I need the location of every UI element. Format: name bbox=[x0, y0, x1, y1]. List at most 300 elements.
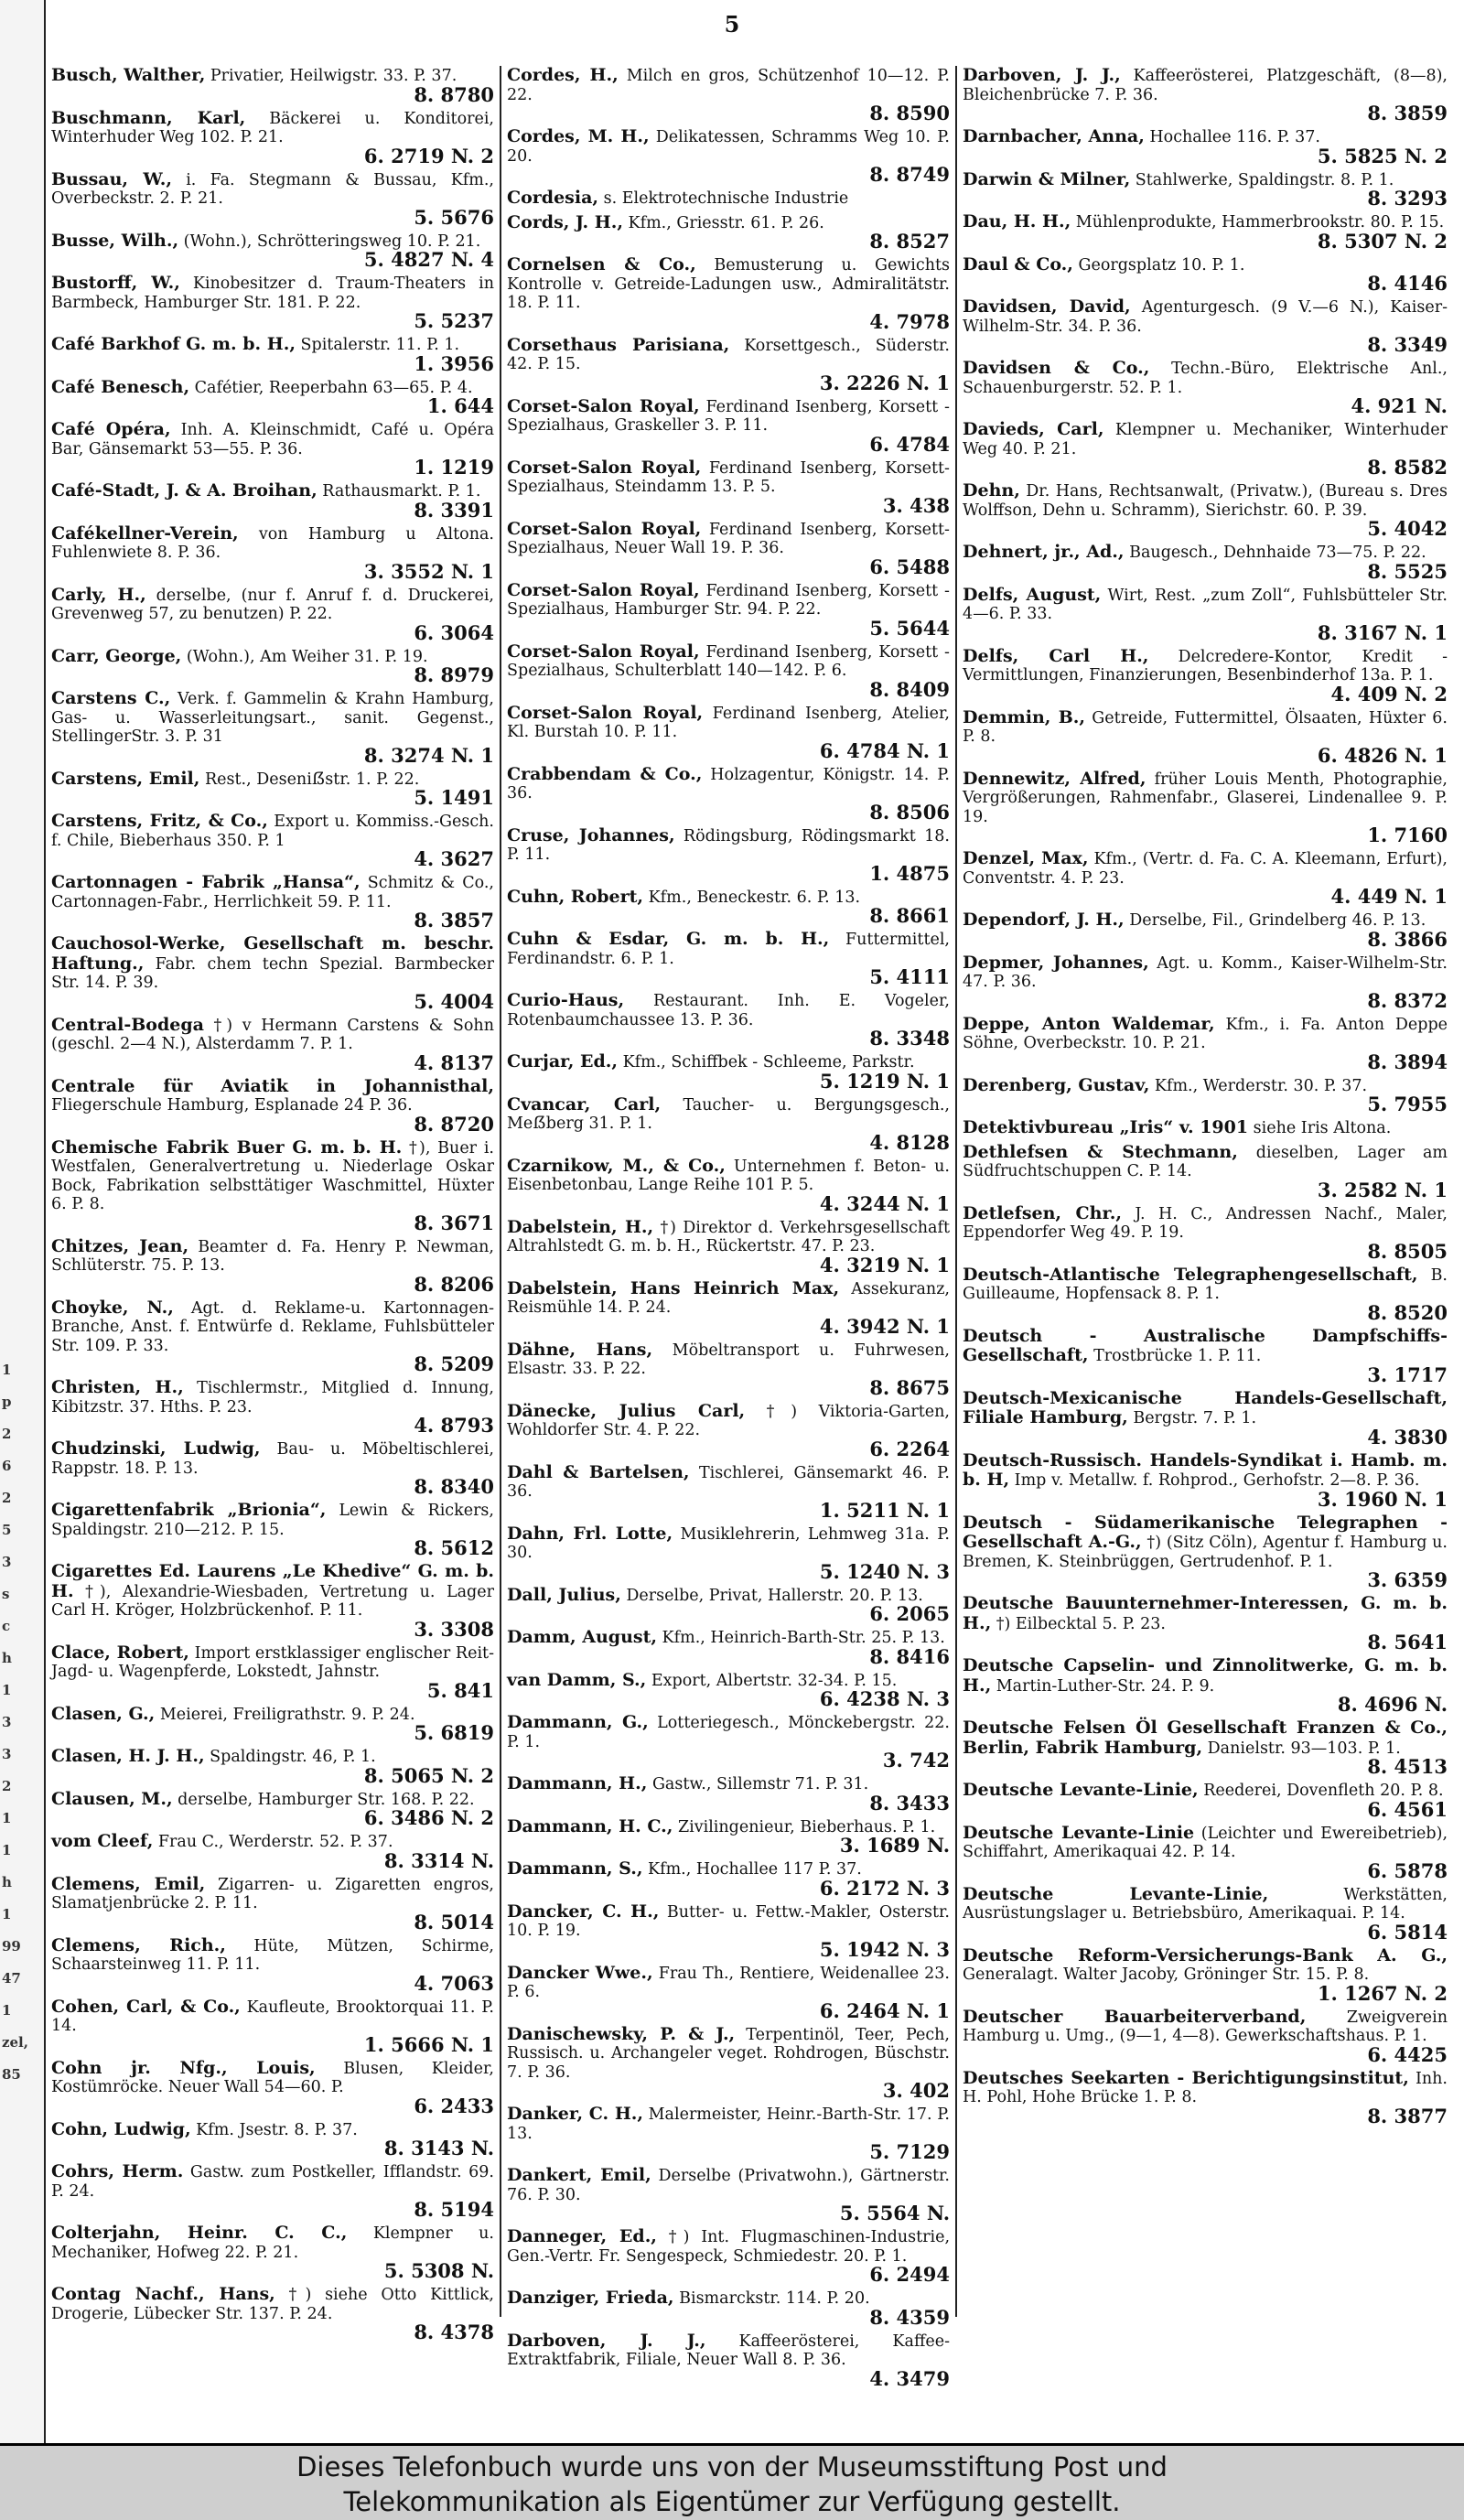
entry-description: Gastw., Sillemstr 71. P. 31. bbox=[651, 1775, 869, 1793]
entry-name: Busse, Wilh., bbox=[51, 230, 179, 251]
entry-description: Ferdinand Isenberg, Korsett - Spezialhaus, Schulterblatt 140—142. P. 6. bbox=[507, 642, 950, 680]
entry-name: Danneger, Ed., bbox=[507, 2226, 657, 2246]
entry-description: Spitalerstr. 11. P. 1. bbox=[300, 336, 460, 354]
edge-fragment: 1 bbox=[2, 1810, 12, 1826]
edge-fragment: 3 bbox=[2, 1746, 12, 1762]
entry-name: Dänecke, Julius Carl, bbox=[507, 1400, 746, 1421]
entry-name: Clemens, Emil, bbox=[51, 1873, 206, 1894]
entry-phone-number: 8. 8979 bbox=[414, 663, 494, 686]
entry-description: dieselben, Lager am Südfruchtschuppen C. P. 14. bbox=[963, 1143, 1448, 1180]
directory-entry bbox=[963, 910, 1448, 949]
entry-description: Beamter d. Fa. Henry P. Newman, Schlüterstr. 75. P. 13. bbox=[51, 1237, 494, 1275]
directory-entry bbox=[963, 359, 1448, 415]
entry-description: Kfm. Jsestr. 8. P. 37. bbox=[196, 2120, 358, 2139]
entry-description: †) Viktoria-Garten, Wohldorfer Str. 4. P. 22. bbox=[507, 1402, 950, 1439]
directory-entry bbox=[963, 1451, 1448, 1509]
directory-entry bbox=[51, 812, 494, 868]
entry-name: Dethlefsen & Stechmann, bbox=[963, 1141, 1238, 1162]
directory-entry bbox=[963, 1118, 1448, 1138]
entry-name: Dancker Wwe., bbox=[507, 1962, 653, 1983]
entry-name: Detlefsen, Chr., bbox=[963, 1202, 1122, 1223]
entry-name: Detektivbureau „Iris“ v. 1901 bbox=[963, 1117, 1249, 1137]
entry-name: Corset-Salon Royal, bbox=[507, 395, 700, 416]
entry-phone-number: 8. 3866 bbox=[1367, 927, 1448, 951]
directory-entry bbox=[51, 1298, 494, 1374]
entry-phone-number: 5. 5237 bbox=[414, 309, 494, 332]
entry-description: Frau Th., Rentiere, Weidenallee 23. P. 6. bbox=[507, 1964, 950, 2001]
entry-phone-number: 6. 4784 N. 1 bbox=[819, 738, 950, 762]
directory-entry bbox=[51, 2224, 494, 2280]
entry-phone-number: 1. 5211 N. 1 bbox=[819, 1498, 950, 1522]
entry-name: Dehn, bbox=[963, 480, 1020, 501]
directory-entry bbox=[507, 1402, 950, 1459]
entry-description: Zivilingenieur, Bieberhaus. P. 1. bbox=[677, 1817, 936, 1836]
entry-phone-number: 8. 3391 bbox=[414, 498, 494, 522]
directory-entry bbox=[507, 1671, 950, 1709]
entry-description: Ferdinand Isenberg, Korsett-Spezialhaus, Neuer Wall 19. P. 36. bbox=[507, 520, 950, 557]
entry-description: Bau- u. Möbeltischlerei, Rappstr. 18. P. 13. bbox=[51, 1440, 494, 1478]
entry-name: Cuhn, Robert, bbox=[507, 886, 644, 907]
entry-name: Dehnert, jr., Ad., bbox=[963, 542, 1125, 562]
entry-phone-number: 1. 644 bbox=[426, 394, 494, 417]
entry-name: Cuhn & Esdar, G. m. b. H., bbox=[507, 929, 830, 949]
entry-phone-number: 4. 8793 bbox=[414, 1414, 494, 1437]
directory-entry bbox=[51, 1439, 494, 1496]
entry-name: Darwin & Milner, bbox=[963, 168, 1131, 189]
entry-description: Kfm., i. Fa. Anton Deppe Söhne, Overbeckstr. 10. P. 21. bbox=[963, 1015, 1448, 1052]
entry-name: Deutsch - Australische Dampfschiffs-Gesellschaft, bbox=[963, 1325, 1448, 1365]
entry-description: Fabr. chem techn Spezial. Barmbecker Str. 14. P. 39. bbox=[51, 954, 494, 992]
entry-description: siehe Iris Altona. bbox=[1253, 1119, 1392, 1137]
directory-entry bbox=[963, 481, 1448, 538]
entry-description: Delikatessen, Schramms Weg 10. P. 20. bbox=[507, 128, 950, 166]
directory-entry bbox=[507, 1817, 950, 1856]
directory-entry bbox=[51, 1936, 494, 1993]
entry-phone-number: 8. 8505 bbox=[1367, 1239, 1448, 1263]
directory-entry bbox=[963, 543, 1448, 581]
entry-description: Klempner u. Mechaniker, Hofweg 22. P. 21. bbox=[51, 2224, 494, 2262]
entry-name: Daul & Co., bbox=[963, 253, 1073, 275]
entry-name: Cauchosol-Werke, Gesellschaft m. beschr. Haftung., bbox=[51, 933, 494, 974]
entry-phone-number: 6. 3064 bbox=[414, 620, 494, 644]
entry-name: Cartonnagen - Fabrik „Hansa“, bbox=[51, 872, 361, 892]
entry-phone-number: 5. 5308 N. bbox=[383, 2259, 494, 2282]
entry-name: Dammann, H., bbox=[507, 1773, 648, 1793]
entry-name: Cigarettes Ed. Laurens „Le Khedive“ G. m. b. H. bbox=[51, 1561, 494, 1601]
directory-entry bbox=[963, 66, 1448, 123]
edge-fragment: 2 bbox=[2, 1490, 12, 1506]
entry-phone-number: 3. 1717 bbox=[1367, 1362, 1448, 1386]
entry-description: J. H. C., Andressen Nachf., Maler, Eppendorfer Weg 49. P. 19. bbox=[963, 1204, 1448, 1242]
edge-fragment: 85 bbox=[2, 2066, 21, 2083]
directory-entry bbox=[963, 170, 1448, 209]
entry-description: Privatier, Heilwigstr. 33. P. 37. bbox=[210, 67, 458, 85]
directory-entry bbox=[51, 586, 494, 642]
edge-fragment: 2 bbox=[2, 1778, 12, 1794]
entry-description: Ferdinand Isenberg, Korsett - Spezialhaus, Graskeller 3. P. 11. bbox=[507, 397, 950, 435]
entry-description: Bäckerei u. Konditorei, Winterhuder Weg 102. P. 21. bbox=[51, 109, 494, 146]
entry-phone-number: 4. 7063 bbox=[414, 1971, 494, 1995]
directory-entry bbox=[963, 127, 1448, 166]
directory-entry bbox=[507, 581, 950, 638]
entry-description: Inh. A. Kleinschmidt, Café u. Opéra Bar, Gänsemarkt 53—55. P. 36. bbox=[51, 421, 495, 458]
entry-phone-number: 1. 3956 bbox=[414, 351, 494, 375]
directory-entry bbox=[51, 1705, 494, 1743]
entry-name: Danischewsky, P. & J., bbox=[507, 2023, 736, 2044]
directory-entry bbox=[507, 991, 950, 1048]
entry-phone-number: 8. 8206 bbox=[414, 1272, 494, 1296]
entry-phone-number: 8. 3293 bbox=[1367, 187, 1448, 210]
entry-description: Mühlenprodukte, Hammerbrookstr. 80. P. 15. bbox=[1075, 213, 1445, 232]
directory-entry bbox=[963, 1824, 1448, 1880]
entry-phone-number: 8. 3433 bbox=[869, 1791, 950, 1815]
directory-entry bbox=[507, 1902, 950, 1959]
entry-name: Curjar, Ed., bbox=[507, 1051, 618, 1072]
entry-name: Deutsche Levante-Linie bbox=[963, 1822, 1195, 1843]
entry-phone-number: 3. 2582 N. 1 bbox=[1317, 1178, 1448, 1201]
directory-entry bbox=[507, 765, 950, 822]
edge-fragment: 47 bbox=[2, 1970, 21, 1987]
entry-phone-number: 8. 8506 bbox=[869, 800, 950, 824]
entry-name: Dau, H. H., bbox=[963, 211, 1071, 232]
entry-description: Reederei, Dovenfleth 20. P. 8. bbox=[1203, 1782, 1444, 1800]
entry-name: Corset-Salon Royal, bbox=[507, 702, 704, 723]
entry-phone-number: 8. 5641 bbox=[1367, 1631, 1448, 1653]
entry-name: van Damm, S., bbox=[507, 1669, 647, 1690]
entry-description: Baugesch., Dehnhaide 73—75. P. 22. bbox=[1129, 544, 1426, 562]
entry-description: Cafétier, Reeperbahn 63—65. P. 4. bbox=[194, 378, 473, 397]
entry-phone-number: 5. 4004 bbox=[414, 989, 494, 1013]
directory-entry bbox=[963, 1204, 1448, 1261]
edge-fragment: 6 bbox=[2, 1458, 12, 1474]
entry-name: Choyke, N., bbox=[51, 1297, 174, 1318]
entry-name: Delfs, August, bbox=[963, 584, 1102, 605]
entry-phone-number: 8. 8582 bbox=[1367, 456, 1448, 479]
entry-description: Korsettgesch., Süderstr. 42. P. 15. bbox=[507, 336, 950, 373]
entry-description: (Leichter und Ewereibetrieb), Schiffahrt, Amerikaquai 42. P. 14. bbox=[963, 1824, 1448, 1861]
entry-description: Wirt, Rest. „zum Zoll“, Fuhlsbütteler Str. 4—6. P. 33. bbox=[963, 586, 1448, 623]
entry-phone-number: 8. 4146 bbox=[1367, 272, 1448, 295]
entry-description: Trostbrücke 1. P. 11. bbox=[1093, 1347, 1262, 1365]
entry-description: †) v Hermann Carstens & Sohn (geschl. 2—4 N.), Alsterdamm 7. P. 1. bbox=[51, 1016, 494, 1053]
entry-name: Corset-Salon Royal, bbox=[507, 457, 702, 478]
entry-phone-number: 6. 5878 bbox=[1367, 1858, 1448, 1882]
directory-entry bbox=[507, 2227, 950, 2284]
entry-name: Cohrs, Herm. bbox=[51, 2161, 184, 2181]
directory-entry bbox=[51, 524, 494, 581]
directory-entry bbox=[51, 232, 494, 270]
entry-phone-number: 4. 3479 bbox=[869, 2366, 950, 2390]
entry-description: Import erstklassiger englischer Reit-Jagd- u. Wagenpferde, Lokstedt, Jahnstr. bbox=[51, 1643, 494, 1681]
entry-name: Chemische Fabrik Buer G. m. b. H. bbox=[51, 1136, 403, 1158]
entry-name: Deutsche Bauunternehmer-Interessen, G. m. b. H., bbox=[963, 1593, 1448, 1633]
directory-entry bbox=[507, 2025, 950, 2101]
entry-description: †), Alexandrie-Wiesbaden, Vertretung u. Lager Carl H. Kröger, Holzbrückenhof. P. 11. bbox=[51, 1582, 494, 1620]
entry-phone-number: 3. 1960 N. 1 bbox=[1317, 1487, 1448, 1511]
entry-phone-number: 1. 4875 bbox=[869, 861, 950, 885]
entry-phone-number: 8. 4378 bbox=[414, 2321, 494, 2343]
entry-phone-number: 8. 3894 bbox=[1367, 1050, 1448, 1073]
entry-name: Delfs, Carl H., bbox=[963, 645, 1149, 666]
entry-phone-number: 8. 8409 bbox=[869, 677, 950, 701]
entry-description: Hochallee 116. P. 37. bbox=[1149, 128, 1320, 146]
entry-name: Czarnikow, M., & Co., bbox=[507, 1155, 726, 1176]
directory-entry bbox=[51, 274, 494, 330]
entry-description: derselbe, (nur f. Anruf f. d. Druckerei, Grevenweg 57, zu benutzen) P. 22. bbox=[51, 586, 494, 623]
directory-entry bbox=[963, 1656, 1448, 1714]
entry-description: Kfm., Hochallee 117 P. 37. bbox=[648, 1860, 862, 1879]
entry-name: Deutsche Felsen Öl Gesellschaft Franzen & Co., Berlin, Fabrik Hamburg, bbox=[963, 1718, 1448, 1758]
directory-entry bbox=[51, 481, 494, 520]
entry-description: †) (Sitz Cöln), Agentur f. Hamburg u. Bremen, K. Steinbrüggen, Gertrudenhof. P. 1. bbox=[963, 1534, 1448, 1571]
directory-entry bbox=[963, 1513, 1448, 1590]
entry-name: Clausen, M., bbox=[51, 1788, 173, 1809]
entry-phone-number: 8. 8675 bbox=[869, 1375, 950, 1399]
entry-phone-number: 5. 4111 bbox=[869, 965, 950, 988]
directory-entry bbox=[963, 1389, 1448, 1447]
entry-description: Agt. d. Reklame-u. Kartonnagen-Branche, Anst. f. Entwürfe d. Reklame, Fuhlsbütteler Str. 109. P. 33. bbox=[51, 1298, 494, 1355]
entry-name: Dammann, H. C., bbox=[507, 1815, 673, 1836]
entry-name: Dahl & Bartelsen, bbox=[507, 1461, 690, 1482]
edge-fragment: 1 bbox=[2, 1682, 12, 1698]
directory-entry bbox=[51, 1875, 494, 1932]
directory-entry bbox=[963, 2069, 1448, 2126]
entry-description: Kaffeerösterei, Platzgeschäft, (8—8), Bleichenbrücke 7. P. 36. bbox=[963, 67, 1448, 104]
entry-name: Contag Nachf., Hans, bbox=[51, 2284, 275, 2304]
entry-phone-number: 5. 1219 N. 1 bbox=[819, 1069, 950, 1093]
entry-name: Cordes, H., bbox=[507, 65, 619, 85]
directory-entry bbox=[507, 458, 950, 515]
entry-phone-number: 3. 3552 N. 1 bbox=[363, 559, 494, 583]
directory-entry bbox=[963, 849, 1448, 906]
entry-phone-number: 8. 3857 bbox=[414, 909, 494, 932]
entry-phone-number: 3. 742 bbox=[882, 1749, 950, 1772]
entry-phone-number: 5. 4042 bbox=[1367, 517, 1448, 540]
entry-name: Cafékellner-Verein, bbox=[51, 522, 239, 544]
entry-name: Clace, Robert, bbox=[51, 1642, 189, 1663]
edge-fragment: s bbox=[2, 1586, 10, 1602]
directory-entry bbox=[507, 397, 950, 454]
directory-entry bbox=[507, 1341, 950, 1397]
directory-entry bbox=[51, 2285, 494, 2342]
entry-name: Dahn, Frl. Lotte, bbox=[507, 1523, 673, 1544]
entry-phone-number: 8. 8749 bbox=[869, 163, 950, 186]
entry-phone-number: 6. 4425 bbox=[1367, 2042, 1448, 2066]
column-divider bbox=[955, 66, 957, 2317]
entry-description: †) siehe Otto Kittlick, Drogerie, Lübecker Str. 137. P. 24. bbox=[51, 2286, 494, 2323]
edge-fragment: 1 bbox=[2, 2002, 12, 2019]
entry-name: Danziger, Frieda, bbox=[507, 2288, 674, 2308]
entry-name: Davidsen, David, bbox=[963, 296, 1131, 317]
directory-entry bbox=[507, 930, 950, 986]
entry-description: Lewin & Rickers, Spaldingstr. 210—212. P. 15. bbox=[51, 1502, 494, 1539]
entry-phone-number: 8. 3143 N. bbox=[383, 2137, 494, 2159]
entry-description: Blusen, Kleider, Kostümröcke. Neuer Wall 54—60. P. bbox=[51, 2059, 494, 2096]
entry-description: Lotteriegesch., Mönckebergstr. 22. P. 1. bbox=[507, 1714, 950, 1751]
directory-entry bbox=[963, 1781, 1448, 1819]
entry-name: Danker, C. H., bbox=[507, 2104, 644, 2124]
entry-name: Dähne, Hans, bbox=[507, 1339, 653, 1360]
directory-entry bbox=[507, 1463, 950, 1520]
entry-description: Stahlwerke, Spaldingstr. 8. P. 1. bbox=[1135, 170, 1394, 189]
directory-entry bbox=[51, 109, 494, 166]
directory-entry bbox=[51, 1138, 494, 1233]
entry-name: Deutsche Levante-Linie, bbox=[963, 1883, 1269, 1904]
edge-fragment: h bbox=[2, 1874, 12, 1890]
entry-name: Deutsch-Mexicanische Handels-Gesellschaft, Filiale Hamburg, bbox=[963, 1387, 1448, 1427]
directory-entry bbox=[507, 336, 950, 393]
entry-description: Danielstr. 93—103. P. 1. bbox=[1207, 1739, 1401, 1758]
entry-phone-number: 3. 6359 bbox=[1367, 1568, 1448, 1591]
edge-fragment: 3 bbox=[2, 1554, 12, 1570]
edge-fragment: 99 bbox=[2, 1938, 21, 1955]
entry-name: Dammann, G., bbox=[507, 1712, 649, 1732]
entry-description: Derselbe, Privat, Hallerstr. 20. P. 13. bbox=[626, 1586, 923, 1605]
entry-description: Taucher- u. Bergungsgesch., Meẞberg 31. P. 1. bbox=[507, 1095, 950, 1133]
entry-name: Deutsch-Atlantische Telegraphengesellschaft, bbox=[963, 1264, 1418, 1285]
entry-phone-number: 8. 3349 bbox=[1367, 333, 1448, 356]
entry-phone-number: 8. 8720 bbox=[414, 1112, 494, 1136]
entry-description: Ferdinand Isenberg, Korsett - Spezialhaus, Hamburger Str. 94. P. 22. bbox=[507, 581, 950, 619]
directory-entry bbox=[507, 1279, 950, 1336]
entry-phone-number: 4. 3830 bbox=[1367, 1425, 1448, 1448]
entry-description: Ferdinand Isenberg, Korsett-Spezialhaus, Steindamm 13. P. 5. bbox=[507, 458, 950, 496]
entry-description: Rathausmarkt. P. 1. bbox=[322, 482, 481, 501]
entry-phone-number: 4. 3627 bbox=[414, 847, 494, 870]
column-divider bbox=[500, 66, 501, 2317]
directory-entry bbox=[963, 953, 1448, 1010]
entry-name: Cohn jr. Nfg., Louis, bbox=[51, 2057, 316, 2078]
entry-name: Dennewitz, Alfred, bbox=[963, 768, 1146, 789]
entry-phone-number: 6. 4784 bbox=[869, 432, 950, 456]
directory-entry bbox=[507, 1157, 950, 1213]
directory-entry bbox=[51, 1501, 494, 1557]
entry-description: Kaffeerösterei, Kaffee-Extraktfabrik, Filiale, Neuer Wall 8. P. 36. bbox=[507, 2332, 950, 2369]
entry-name: Bustorff, W., bbox=[51, 273, 180, 293]
entry-description: Delcredere-Kontor, Kredit - Vermittlungen, Finanzierungen, Besenbinderhof 13a. P. 1. bbox=[963, 647, 1448, 684]
entry-name: Cigarettenfabrik „Brionia“, bbox=[51, 1500, 327, 1520]
entry-name: Busch, Walther, bbox=[51, 65, 206, 85]
edge-fragment: c bbox=[2, 1618, 11, 1634]
entry-name: Crabbendam & Co., bbox=[507, 763, 703, 784]
directory-entry bbox=[963, 1594, 1448, 1652]
entry-phone-number: 3. 402 bbox=[882, 2079, 950, 2102]
directory-entry bbox=[507, 1052, 950, 1091]
entry-name: Central-Bodega bbox=[51, 1014, 204, 1035]
page-number: 5 bbox=[724, 11, 740, 38]
entry-name: Cvancar, Carl, bbox=[507, 1093, 662, 1115]
directory-entry bbox=[51, 647, 494, 685]
edge-fragment: 5 bbox=[2, 1522, 12, 1538]
entry-description: Holzagentur, Königstr. 14. P. 36. bbox=[507, 765, 950, 802]
entry-phone-number: 6. 5488 bbox=[869, 555, 950, 578]
entry-name: Carstens, Fritz, & Co., bbox=[51, 811, 268, 831]
entry-phone-number: 8. 8661 bbox=[869, 904, 950, 927]
entry-name: Cords, J. H., bbox=[507, 211, 623, 232]
entry-name: Curio-Haus, bbox=[507, 990, 625, 1010]
entry-description: Inh. H. Pohl, Hohe Brücke 1. P. 8. bbox=[963, 2069, 1448, 2106]
entry-name: Café Opéra, bbox=[51, 419, 171, 439]
entry-description: Futtermittel, Ferdinandstr. 6. P. 1. bbox=[507, 931, 950, 968]
entry-name: Deutsche Capselin- und Zinnolitwerke, G. m. b. H., bbox=[963, 1655, 1448, 1696]
entry-description: Tischlerei, Gänsemarkt 46. P. 36. bbox=[507, 1463, 950, 1501]
entry-description: s. Elektrotechnische Industrie bbox=[603, 189, 849, 208]
entry-description: Rest., Deseniẞstr. 1. P. 22. bbox=[204, 770, 420, 789]
entry-name: Denzel, Max, bbox=[963, 848, 1089, 868]
entry-phone-number: 8. 5307 N. 2 bbox=[1317, 229, 1448, 253]
entry-description: Kfm., Schiffbek - Schleeme, Parkstr. bbox=[622, 1053, 915, 1072]
entry-description: Rödingsburg, Rödingsmarkt 18. P. 11. bbox=[507, 826, 950, 864]
entry-phone-number: 4. 409 N. 2 bbox=[1330, 682, 1448, 705]
entry-phone-number: 6. 2172 N. 3 bbox=[819, 1876, 950, 1900]
entry-description: Werkstätten, Ausrüstungslager u. Betriebsbüro, Amerikaquai. P. 14. bbox=[963, 1885, 1448, 1922]
directory-entry bbox=[507, 826, 950, 883]
directory-entry bbox=[51, 2120, 494, 2159]
entry-description: Agenturgesch. (9 V.—6 N.), Kaiser-Wilhelm-Str. 34. P. 36. bbox=[963, 298, 1448, 336]
entry-description: früher Louis Menth, Photographie, Vergrößerungen, Rahmenfabr., Glaserei, Lindenallee 9. P. 19. bbox=[963, 770, 1448, 826]
directory-entry bbox=[963, 297, 1448, 354]
entry-name: Cohn, Ludwig, bbox=[51, 2118, 191, 2139]
entry-phone-number: 8. 3274 N. 1 bbox=[363, 743, 494, 767]
directory-entry bbox=[963, 420, 1448, 477]
entry-phone-number: 8. 5612 bbox=[414, 1536, 494, 1559]
entry-phone-number: 5. 1942 N. 3 bbox=[819, 1937, 950, 1961]
directory-entry bbox=[51, 170, 494, 227]
entry-name: Colterjahn, Heinr. C. C., bbox=[51, 2223, 348, 2243]
directory-entry bbox=[507, 704, 950, 760]
entry-name: Carly, H., bbox=[51, 584, 146, 605]
entry-description: Generalagt. Walter Jacoby, Gröninger Str. 15. P. 8. bbox=[963, 1965, 1370, 1984]
entry-name: Bussau, W., bbox=[51, 168, 172, 189]
entry-phone-number: 8. 3877 bbox=[1367, 2104, 1448, 2127]
entry-phone-number: 8. 4513 bbox=[1367, 1755, 1448, 1778]
entry-name: Corset-Salon Royal, bbox=[507, 579, 700, 600]
entry-name: Dabelstein, Hans Heinrich Max, bbox=[507, 1277, 840, 1298]
directory-entry bbox=[507, 188, 950, 209]
directory-entry bbox=[963, 647, 1448, 704]
entry-name: Deutsche Levante-Linie, bbox=[963, 1780, 1199, 1800]
entry-description: Malermeister, Heinr.-Barth-Str. 17. P. 13. bbox=[507, 2105, 950, 2143]
edge-fragment: 2 bbox=[2, 1426, 12, 1442]
entry-description: derselbe, Hamburger Str. 168. P. 22. bbox=[178, 1790, 475, 1809]
entry-phone-number: 5. 841 bbox=[426, 1678, 494, 1702]
entry-name: Davidsen & Co., bbox=[963, 358, 1150, 378]
directory-entry bbox=[51, 689, 494, 765]
entry-description: Frau C., Werderstr. 52. P. 37. bbox=[157, 1833, 393, 1851]
directory-entry bbox=[51, 1378, 494, 1435]
entry-description: Fliegerschule Hamburg, Esplanade 24 P. 36. bbox=[51, 1096, 413, 1115]
entry-phone-number: 6. 4561 bbox=[1367, 1797, 1448, 1821]
directory-entry bbox=[51, 1998, 494, 2054]
directory-entry bbox=[507, 1964, 950, 2020]
entry-name: Derenberg, Gustav, bbox=[963, 1074, 1150, 1095]
entry-name: Chitzes, Jean, bbox=[51, 1235, 189, 1256]
entry-phone-number: 8. 4359 bbox=[869, 2305, 950, 2329]
entry-name: Carr, George, bbox=[51, 645, 182, 666]
entry-phone-number: 3. 3308 bbox=[414, 1617, 494, 1641]
edge-fragment: zel, bbox=[2, 2034, 28, 2051]
directory-entry bbox=[51, 66, 494, 104]
directory-entry bbox=[963, 1076, 1448, 1115]
entry-name: Buschmann, Karl, bbox=[51, 107, 246, 128]
directory-entry bbox=[51, 335, 494, 373]
entry-phone-number: 8. 5065 N. 2 bbox=[363, 1763, 494, 1787]
directory-entry bbox=[963, 1327, 1448, 1384]
directory-entry bbox=[963, 2008, 1448, 2064]
directory-entry bbox=[963, 1143, 1448, 1200]
entry-phone-number: 8. 8590 bbox=[869, 102, 950, 124]
directory-entry bbox=[507, 127, 950, 184]
